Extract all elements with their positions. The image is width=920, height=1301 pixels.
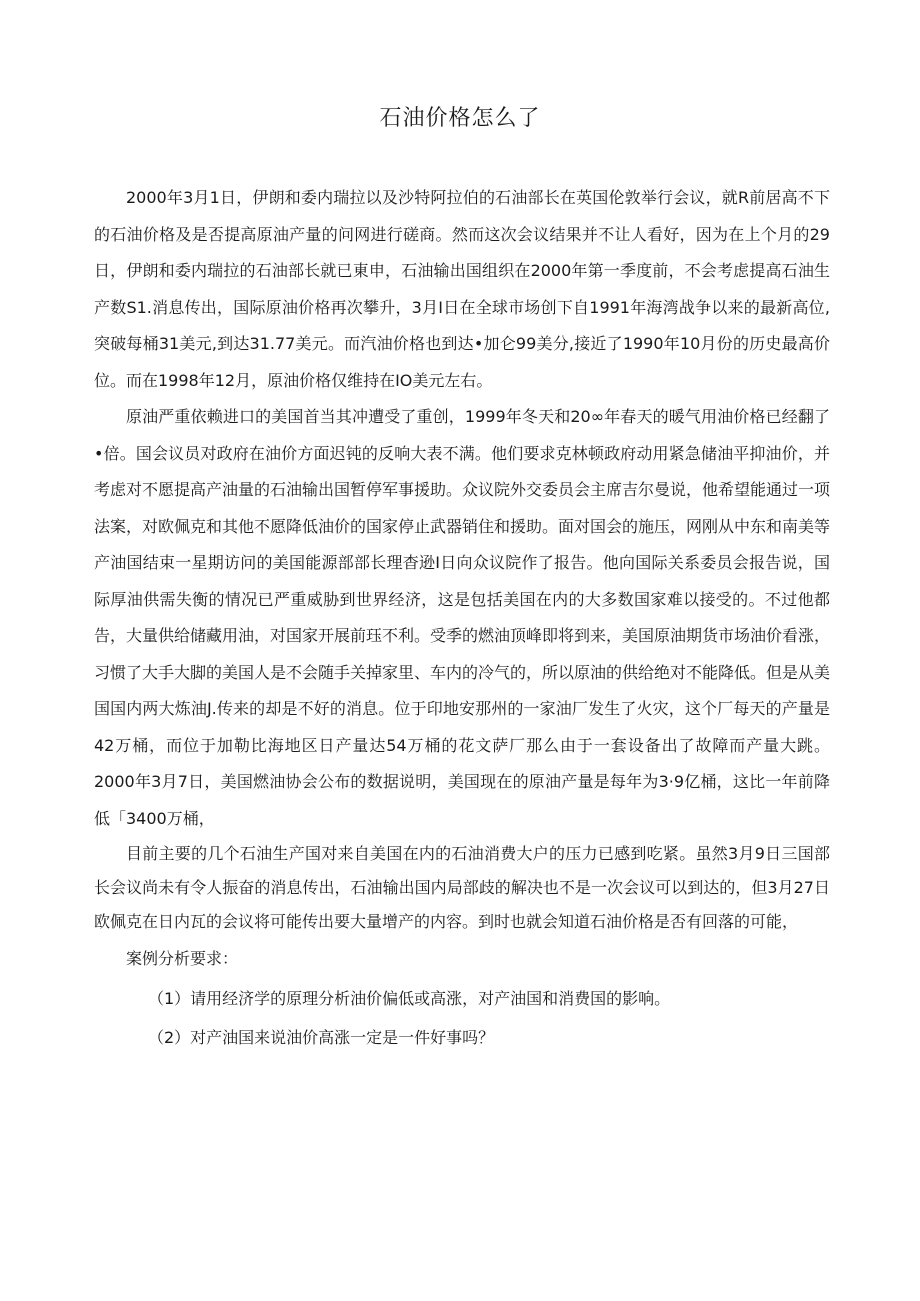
requirements-heading: 案例分析要求： xyxy=(126,949,239,968)
paragraph-3: 目前主要的几个石油生产国对来自美国在内的石油消费大户的压力已感到吃紧。虽然3月9日三国部长会议尚未有令人振奋的消息传出，石油输出国内局部歧的解决也不是一次会议可以到达的，但3月27日欧佩克在日内瓦的会议将可能传出要大量增产的内容。到时也就会知道石油价格是否有回落的可能， xyxy=(94,844,830,931)
question-2: （2）对产油国来说油价高涨一定是一件好事吗？ xyxy=(148,1028,495,1047)
document-body xyxy=(94,180,830,1057)
document-title: 石油价格怎么了 xyxy=(379,106,541,131)
question-1: （1）请用经济学的原理分析油价偏低或高涨，对产油国和消费国的影响。 xyxy=(148,989,671,1008)
paragraph-1: 2000年3月1日，伊朗和委内瑞拉以及沙特阿拉伯的石油部长在英国伦敦举行会议，就R前居高不下的石油价格及是否提高原油产量的问网进行磋商。然而这次会议结果并不让人看好，因为在上个月的29日，伊朗和委内瑞拉的石油部长就已東申，石油输出国组织在2000年第一季度前，不会考虑提高石油生产数S1.消息传出，国际原油价格再次攀升，3月I日在全球市场创下自1991年海湾战争以来的最新高位,突破每桶31美元,到达31.77美元。而汽油价格也到达•加仑99美分,接近了1990年10月份的历史最高价位。而在1998年12月，原油价格仅维持在IO美元左右。 xyxy=(94,188,830,390)
paragraph-2: 原油严重依赖进口的美国首当其冲遭受了重创，1999年冬天和20∞年春天的暖气用油价格已经翻了•倍。国会议员对政府在油价方面迟钝的反响大表不满。他们要求克林顿政府动用紧急储油平抑油价，并考虑对不愿提高产油量的石油输出国暂停军事援助。众议院外交委员会主席吉尔曼说，他希望能通过一项法案，对欧佩克和其他不愿降低油价的国家停止武器销住和援助。面对国会的施压，网刚从中东和南美等产油国结束一星期访问的美国能源部部长理杳逊I日向众议院作了报告。他向国际关系委员会报告说，国际厚油供需失衡的情况已严重威胁到世界经济，这是包括美国在内的大多数国家难以接受的。不过他都告，大量供给储藏用油，对国家开展前珏不利。受季的燃油顶峰即将到来，美国原油期货市场油价看涨，习惯了大手大脚的美国人是不会随手关掉家里、车内的冷气的，所以原油的供给绝对不能降低。但是从美国国内两大炼油J.传来的却是不好的消息。位于印地安那州的一家油厂发生了火灾，这个厂每天的产量是42万桶，而位于加勒比海地区日产量达54万桶的花文萨厂那么由于一套设备出了故障而产量大跳。2000年3月7日，美国燃油协会公布的数据说明，美国现在的原油产量是每年为3·9亿桶，这比一年前降低「3400万桶， xyxy=(94,407,831,828)
